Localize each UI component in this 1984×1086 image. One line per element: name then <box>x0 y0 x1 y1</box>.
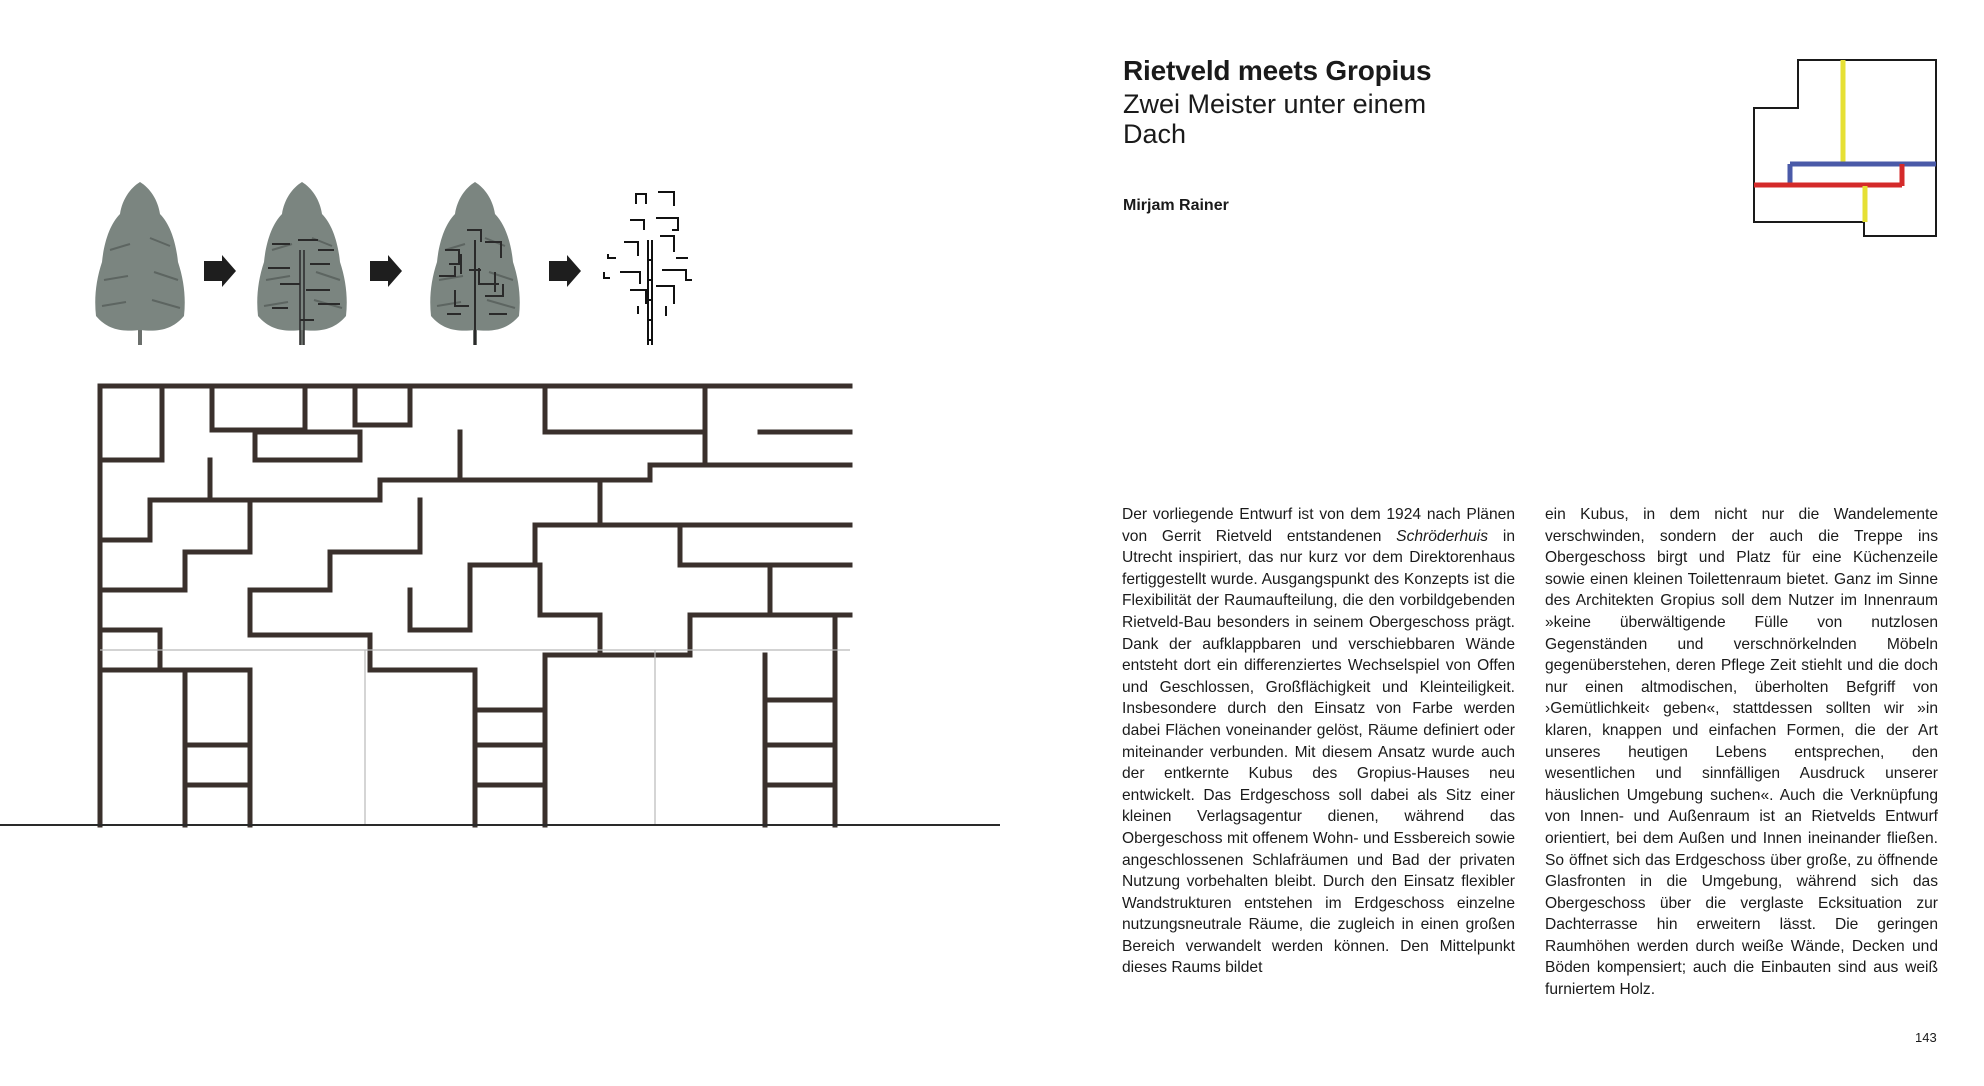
arrow-right-icon <box>204 255 236 287</box>
page-number: 143 <box>1915 1030 1937 1045</box>
body-text-1a: Der vorliegende Entwurf ist von dem 1924 nach Plänen von Gerrit Rietveld entstandenen <box>1122 506 1515 545</box>
tree-branch-structure-icon <box>604 192 692 345</box>
wall-structure-elevation <box>100 386 850 825</box>
article-author: Mirjam Rainer <box>1123 197 1229 214</box>
article-title: Rietveld meets Gropius <box>1123 55 1432 86</box>
tree-icon <box>257 182 347 345</box>
floorplan-logo <box>1752 58 1938 240</box>
body-text-1b: in Utrecht inspiriert, das nur kurz vor dem Direktorenhaus fertiggestellt wurde. Ausgangspunkt des Konzepts ist die Flexibilität der Raumaufteilung, die den vorbildgebenden Rietveld-Bau besonders in seinem Obergeschoss prägt. Dank der aufklappbaren und verschiebbaren Wände entsteht dort ein differenziertes Wechselspiel von Offen und Geschlossen, Großflächigkeit und Kleinteiligkeit. Insbesondere durch den Einsatz von Farbe werden dabei Flächen voneinander gelöst, Räume definiert oder miteinander verbunden. Mit diesem Ansatz wurde auch der entkernte Kubus des Gropius-Hauses neu entwickelt. Das Erdgeschoss soll dabei als Sitz einer kleinen Verlagsagentur dienen, während das Obergeschoss mit offenem Wohn- und Essbereich sowie angeschlossenen Schlafräumen und Bad der privaten Nutzung vorbehalten bleibt. Durch den Einsatz flexibler Wandstrukturen entstehen im Erdgeschoss einzelne nutzungsneutrale Räume, die zugleich in einen großen Bereich verwandelt werden können. Den Mittelpunkt dieses Raums bildet <box>1122 527 1515 977</box>
tree-icon <box>95 182 185 345</box>
concept-diagram <box>0 170 1010 840</box>
tree-icon <box>430 182 520 345</box>
body-text-column-2: ein Kubus, in dem nicht nur die Wandelemente verschwinden, sondern der auch die Treppe ins Obergeschoss birgt und Platz für eine Küchenzeile sowie einen kleinen Toilettenraum bietet. Ganz im Sinne des Architekten Gropius soll dem Nutzer im Innenraum »keine überwältigende Fülle von nutzlosen Gegenständen und verschnörkelnden Möbeln gegenüberstehen, deren Pflege Zeit stiehlt und die doch nur einen altmodischen, überholten Befgriff von ›Gemütlichkeit‹ geben«, stattdessen sollten wir »in klaren, knappen und einfachen Formen, die der Art unseres heutigen Lebens entsprechen, den wesentlichen und sinnfälligen Ausdruck unserer häuslichen Umgebung suchen«. Auch die Verknüpfung von Innen- und Außenraum ist an Rietvelds Entwurf orientiert, bei dem Außen und Innen ineinander fließen. So öffnet sich das Erdgeschoss über große, zu öffnende Glasfronten in die Umgebung, während sich das Obergeschoss über die verglaste Ecksituation zur Dachterrasse hin erweitern lässt. Die geringen Raumhöhen werden durch weiße Wände, Decken und Böden kompensiert; auch die Einbauten sind aus weiß furniertem Holz. <box>1545 506 1938 999</box>
arrow-right-icon <box>549 255 581 287</box>
body-text-1-italic: Schröderhuis <box>1396 527 1489 545</box>
article-subtitle: Zwei Meister unter einem Dach <box>1123 89 1427 149</box>
body-text-column-1 <box>1122 504 1515 979</box>
arrow-right-icon <box>370 255 402 287</box>
